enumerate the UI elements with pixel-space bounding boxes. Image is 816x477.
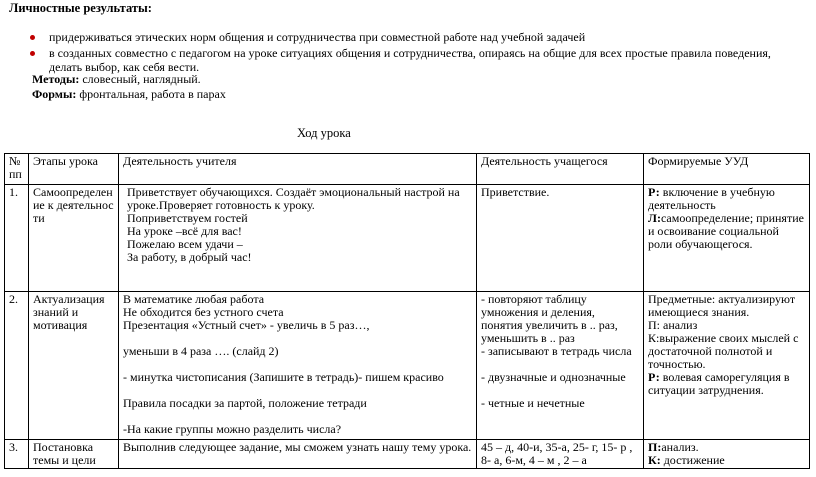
row-student xyxy=(477,185,644,292)
row-uud xyxy=(644,440,810,469)
row-uud xyxy=(644,185,810,292)
uud-label: Р: xyxy=(648,370,660,384)
list-item: в созданных совместно с педагогом на уроке ситуациях общения и сотрудничества, опираясь на общие для всех простые правила поведения, делать выбор, как себя вести. xyxy=(30,46,790,74)
header-num: № пп xyxy=(5,154,29,185)
uud-text: П: анализ xyxy=(648,318,698,332)
uud-text: самоопределение; принятие и освоивание социальной роли обучающегося. xyxy=(648,211,804,251)
uud-label: К: xyxy=(648,453,661,467)
uud-text: анализ. xyxy=(661,440,699,454)
uud-label: Л: xyxy=(648,211,661,225)
cell-line: Пожелаю всем удачи – xyxy=(127,237,243,251)
cell-line: На уроке –всё для вас! xyxy=(127,224,242,238)
cell-line: В математике любая работа xyxy=(123,292,265,306)
row-num: 3. xyxy=(5,440,29,469)
uud-text: волевая саморегуляция в ситуации затруднения. xyxy=(648,370,790,397)
bullet-icon xyxy=(30,51,35,56)
table-row xyxy=(5,292,810,440)
uud-text: Предметные: актуализируют имеющиеся знания. xyxy=(648,292,796,319)
list-item: придерживаться этических норм общения и сотрудничества при совместной работе над учебной задачей xyxy=(30,30,790,44)
cell-line: Презентация «Устный счет» - увеличь в 5 раз…, xyxy=(123,318,370,332)
cell-line: - повторяют таблицу умножения и деления, понятия увеличить в .. раз, уменьшить в .. раз xyxy=(481,292,618,345)
forms-line: Формы: фронтальная, работа в парах xyxy=(32,87,226,101)
cell-line: Приветствие. xyxy=(481,185,550,199)
uud-item xyxy=(648,332,805,371)
uud-label: П: xyxy=(648,440,662,454)
row-num: 2. xyxy=(5,292,29,440)
row-student xyxy=(477,292,644,440)
table-header-row xyxy=(5,154,810,185)
cell-line: За работу, в добрый час! xyxy=(127,250,252,264)
header-uud: Формируемые УУД xyxy=(644,154,810,185)
table-row xyxy=(5,185,810,292)
cell-line: - минутка чистописания (Запишите в тетрадь)- пишем красиво xyxy=(123,370,444,384)
bullet-list xyxy=(30,30,790,76)
row-teacher xyxy=(119,292,477,440)
row-teacher xyxy=(119,440,477,469)
cell-line: Поприветствуем гостей xyxy=(127,211,248,225)
uud-item xyxy=(648,371,805,397)
cell-line: - записывают в тетрадь числа xyxy=(481,344,632,358)
header-stage: Этапы урока xyxy=(29,154,119,185)
uud-item xyxy=(648,293,805,319)
row-stage: Постановка темы и цели xyxy=(29,440,119,469)
uud-item xyxy=(648,186,805,212)
header-teacher: Деятельность учителя xyxy=(119,154,477,185)
cell-line: Правила посадки за партой, положение тетради xyxy=(123,396,367,410)
uud-text: достижение xyxy=(660,453,725,467)
methods-line: Методы: словесный, наглядный. xyxy=(32,72,201,86)
lesson-title: Ход урока xyxy=(297,126,351,140)
cell-line: - четные и нечетные xyxy=(481,396,585,410)
cell-line: 45 – д, 40-и, 35-а, 25- г, 15- р , 8- а, 6-м, 4 – м , 2 – а xyxy=(481,440,633,467)
cell-line: Приветствует обучающихся. Создаёт эмоциональный настрой на уроке.Проверяет готовность к уроку. xyxy=(127,185,460,212)
cell-line: уменьши в 4 раза …. (слайд 2) xyxy=(123,344,279,358)
row-uud xyxy=(644,292,810,440)
uud-text: К:выражение своих мыслей с достаточной полнотой и точностью. xyxy=(648,331,799,371)
uud-item xyxy=(648,212,805,251)
uud-label: Р: xyxy=(648,185,660,199)
table-row xyxy=(5,440,810,469)
row-teacher xyxy=(119,185,477,292)
uud-text: включение в учебную деятельность xyxy=(648,185,775,212)
lesson-table xyxy=(4,153,810,469)
row-num: 1. xyxy=(5,185,29,292)
cell-line: -На какие группы можно разделить числа? xyxy=(123,422,342,436)
bullet-icon xyxy=(30,35,35,40)
cell-line: Не обходится без устного счета xyxy=(123,305,284,319)
cell-line: - двузначные и однозначные xyxy=(481,370,626,384)
row-stage: Самоопределение к деятельности xyxy=(29,185,119,292)
row-stage: Актуализация знаний и мотивация xyxy=(29,292,119,440)
row-student xyxy=(477,440,644,469)
header-student: Деятельность учащегося xyxy=(477,154,644,185)
section-heading: Личностные результаты: xyxy=(9,1,152,15)
uud-item xyxy=(648,454,805,467)
cell-line: Выполнив следующее задание, мы сможем узнать нашу тему урока. xyxy=(123,440,472,454)
